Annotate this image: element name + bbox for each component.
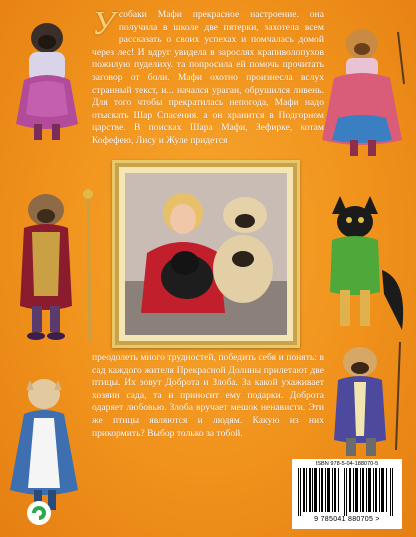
author-photo bbox=[125, 173, 287, 335]
cat-maid-blue-dress-illustration bbox=[0, 370, 92, 520]
isbn-barcode-box bbox=[292, 459, 402, 529]
author-with-pugs-photo-illustration bbox=[125, 173, 287, 335]
isbn-text: ISBN 978-5-04-188070-5 bbox=[315, 461, 379, 467]
blurb-bottom-text: преодолеть много трудностей, победить себя и понять: в сад каждого жителя Прекрасной Долины прилетают две птицы. Их зовут Доброта и Злоба. За какой ухаживает хозяин сада, та и приносит ему подарки. Доброта одаряет любовью. Злоба вручает мешок ненависти. Эти же птицы являются и людям. Какую из них прикормить? Выбор только за тобой. bbox=[92, 352, 324, 439]
blurb-bottom-paragraph bbox=[92, 352, 324, 440]
dog-girl-pink-dress-illustration bbox=[316, 22, 412, 162]
pug-girl-purple-dress-illustration bbox=[4, 14, 90, 144]
publisher-logo-icon bbox=[26, 500, 52, 526]
barcode-graphic bbox=[296, 468, 398, 516]
pug-in-blue-suit-illustration bbox=[312, 340, 412, 460]
author-photo-frame bbox=[112, 160, 300, 348]
barcode-number: 9 785041 880705 > bbox=[314, 516, 380, 523]
black-cat-green-jacket-illustration bbox=[304, 190, 414, 340]
drop-cap-letter: У bbox=[92, 5, 115, 42]
dog-in-red-coat-with-staff-illustration bbox=[2, 186, 102, 346]
blurb-top-text: собаки Мафи прекрасное настроение. она получила в школе две пятерки, захотела всем рассказать о своих успехах и помчалась домой через лес! И вдруг увидела в зарослях крапиволопухов пожилую пуделиху. та попросила ей помочь прочитать заговор от боли. Мафи охотно произнесла вслух странный текст, и... начался ураган, обрушился ливень. Для того чтобы прекратилась непогода, Мафи надо отыскать Шар Спасения. а он хранится в Подгорном царстве. В поисках Шара Мафи, Зефирке, котам Кофефею, Лису и Жуле придется bbox=[92, 9, 324, 146]
blurb-top-paragraph bbox=[92, 5, 324, 148]
